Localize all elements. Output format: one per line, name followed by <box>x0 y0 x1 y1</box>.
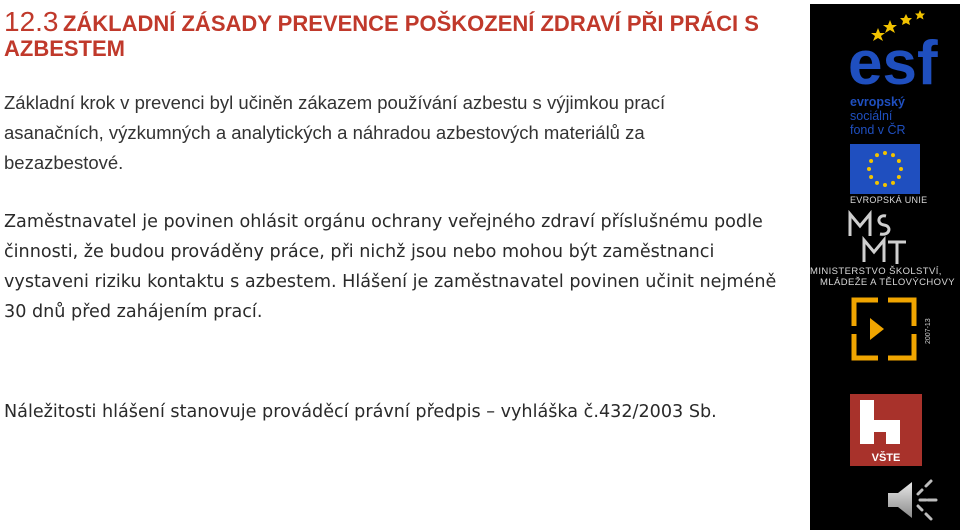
svg-text:VŠTE: VŠTE <box>871 452 901 464</box>
intro-paragraph: Základní krok v prevenci byl učiněn zákazem používání azbestu s výjimkou prací asanačních, výzkumných a analytických a náhradou azbestových materiálů za bezazbestové. <box>4 92 666 173</box>
eu-star <box>875 153 879 157</box>
eu-star <box>869 159 873 163</box>
title-text: ZÁKLADNÍ ZÁSADY PREVENCE POŠKOZENÍ ZDRAVÍ PŘI PRÁCI S AZBESTEM <box>4 11 759 62</box>
eu-label: EVROPSKÁ UNIE <box>850 195 928 205</box>
msmt-label <box>810 266 960 288</box>
svg-text:fond v ČR: fond v ČR <box>850 123 906 137</box>
eu-star <box>883 151 887 155</box>
speaker-icon[interactable] <box>884 476 940 524</box>
esf-logo-icon <box>848 6 950 138</box>
eu-star <box>867 167 871 171</box>
svg-text:esf: esf <box>848 29 938 98</box>
msmt-label-line-1: MINISTERSTVO ŠKOLSTVÍ, <box>810 266 942 277</box>
regulation-paragraph: Náležitosti hlášení stanovuje prováděcí právní předpis – vyhláška č.432/2003 Sb. <box>4 402 717 422</box>
notification-paragraph: Zaměstnavatel je povinen ohlásit orgánu ochrany veřejného zdraví příslušnému podle činnosti, že budou prováděny práce, při nichž jsou nebo mohou být zaměstnanci vystaveni riziku kontaktu s azbestem. Hlášení je zaměstnavatel povinen učinit nejméně 30 dnů před zahájením prací. <box>4 212 777 322</box>
eu-flag-icon <box>850 144 920 194</box>
slide-title <box>4 6 794 62</box>
eu-star <box>869 175 873 179</box>
msmt-logo-icon <box>848 210 908 268</box>
svg-text:evropský: evropský <box>850 95 905 109</box>
op-logo-icon <box>848 296 936 362</box>
title-number: 12.3 <box>4 6 59 37</box>
vste-logo-icon <box>850 394 922 466</box>
svg-text:sociální: sociální <box>850 109 893 123</box>
eu-star <box>891 153 895 157</box>
svg-text:2007-13: 2007-13 <box>925 318 932 344</box>
msmt-label-line-2: MLÁDEŽE A TĚLOVÝCHOVY <box>820 277 955 288</box>
eu-star <box>883 183 887 187</box>
logo-sidebar <box>810 4 960 530</box>
eu-star <box>897 175 901 179</box>
eu-star <box>875 181 879 185</box>
eu-star <box>897 159 901 163</box>
eu-star <box>891 181 895 185</box>
eu-star <box>899 167 903 171</box>
